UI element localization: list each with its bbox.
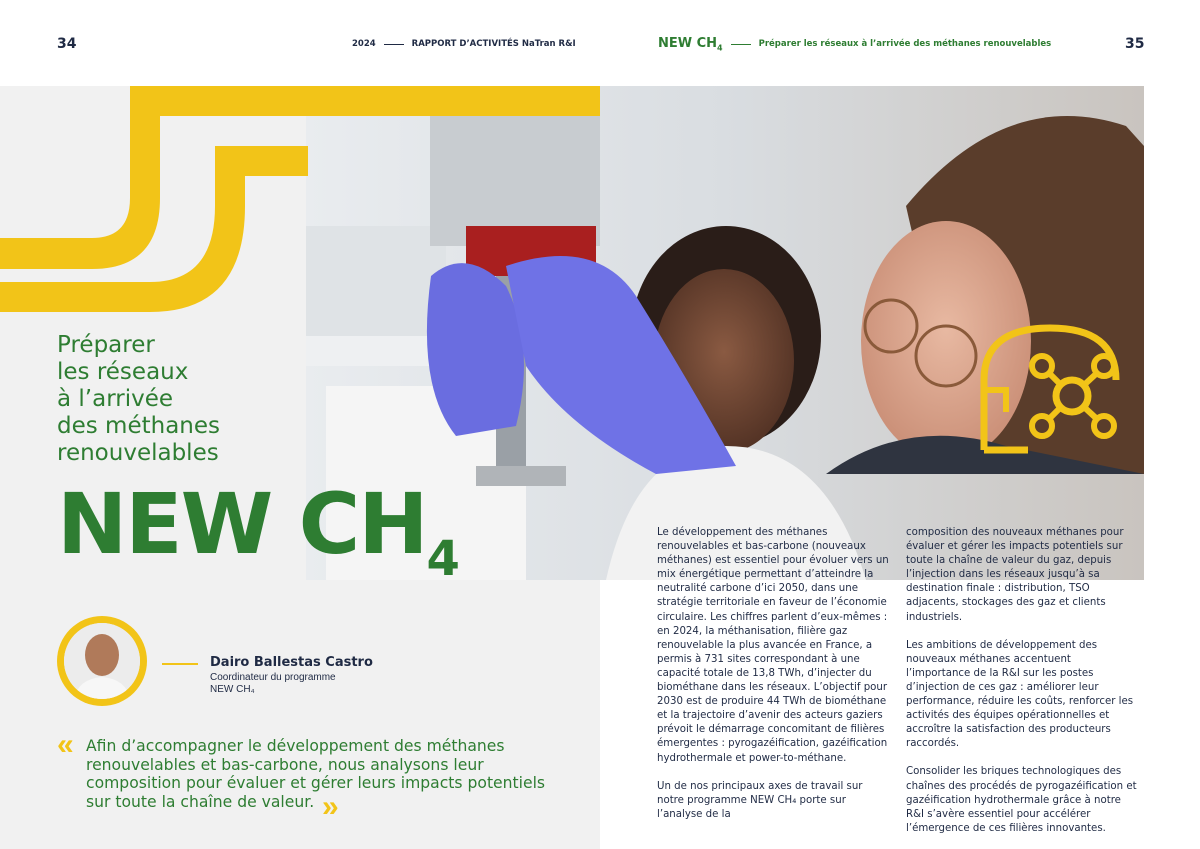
- pull-quote: Afin d’accompagner le développement des méthanes renouvelables et bas-carbone, nous analysons leur composition pour évaluer et gérer leurs impacts potentiels sur toute la chaîne de valeur.: [86, 737, 546, 811]
- body-paragraph: Consolider les briques technologiques des chaînes des procédés de pyrogazéification et gazéification hydrothermale grâce à notre R&I s’avère essentiel pour accélérer l’émergence de ces filières innovantes.: [906, 766, 1137, 834]
- page-number-left: 34: [57, 36, 77, 52]
- quote-close-icon: »: [322, 790, 339, 823]
- person-role: Coordinateur du programme NEW CH₄: [210, 672, 336, 695]
- body-paragraph: Les ambitions de développement des nouveaux méthanes accentuent l’importance de la R&I sur les postes d’injection de ces gaz : améliorer leur performance, réduire les coûts, renforcer les activités des équipes opérationnelles et accroître la satisfaction des producteurs raccordés.: [906, 639, 1134, 750]
- yellow-stripes-decor: [0, 86, 600, 316]
- header-divider: [384, 44, 404, 45]
- person-name: Dairo Ballestas Castro: [210, 655, 373, 670]
- title-line: à l’arrivée: [57, 386, 174, 412]
- avatar-ring: [57, 616, 147, 706]
- header-year: 2024: [352, 39, 376, 49]
- quote-open-icon: «: [57, 728, 74, 761]
- body-paragraph: Le développement des méthanes renouvelables et bas-carbone (nouveaux méthanes) est essentiel pour évoluer vers un mix énergétique permettant d’atteindre la neutralité carbone d’ici 2050, dans une stratégie territoriale en faveur de l’économie circulaire. Les chiffres parlent d’eux-mêmes : en 2024, la méthanisation, filière gaz renouvelable la plus avancée en France, a permis à 731 sites correspondant à une capacité totale de 13,8 TWh, d’injecter du biométhane dans les réseaux. L’objectif pour 2030 est de produire 44 TWh de biométhane et la trajectoire d’avenir des acteurs gaziers prévoit le démarrage concomitant de filières émergentes : pyrogazéification, gazéification hydrothermale et power-to-méthane.: [657, 527, 889, 764]
- body-paragraph: composition des nouveaux méthanes pour évaluer et gérer les impacts potentiels sur toute la chaîne de valeur du gaz, depuis l’injection dans les réseaux jusqu’à sa destination finale : distribution, TSO adjacents, stockages des gaz et clients industriels.: [906, 527, 1124, 623]
- header-left: [352, 39, 576, 49]
- header-program: NEW $CH_4$: [658, 36, 723, 53]
- header-divider-green: [731, 44, 751, 45]
- title-line: renouvelables: [57, 440, 219, 466]
- page-number-right: 35: [1125, 36, 1145, 52]
- header-subtitle: Préparer les réseaux à l’arrivée des méthanes renouvelables: [758, 39, 1052, 50]
- molecule-dome-icon: [976, 320, 1124, 454]
- person-divider: [162, 663, 198, 665]
- body-column-2: [906, 526, 1138, 849]
- header-report-title: RAPPORT D’ACTIVITÉS NaTran R&I: [411, 39, 576, 49]
- body-column-1: [657, 526, 889, 836]
- title-line: les réseaux: [57, 359, 189, 385]
- section-title: [57, 332, 297, 467]
- title-line: Préparer: [57, 332, 155, 358]
- body-paragraph: Un de nos principaux axes de travail sur notre programme NEW CH₄ porte sur l’analyse de la: [657, 780, 863, 820]
- avatar: [64, 623, 140, 699]
- title-line: des méthanes: [57, 413, 220, 439]
- program-title: NEW $CH_4$: [57, 475, 460, 587]
- header-right: [658, 36, 1051, 53]
